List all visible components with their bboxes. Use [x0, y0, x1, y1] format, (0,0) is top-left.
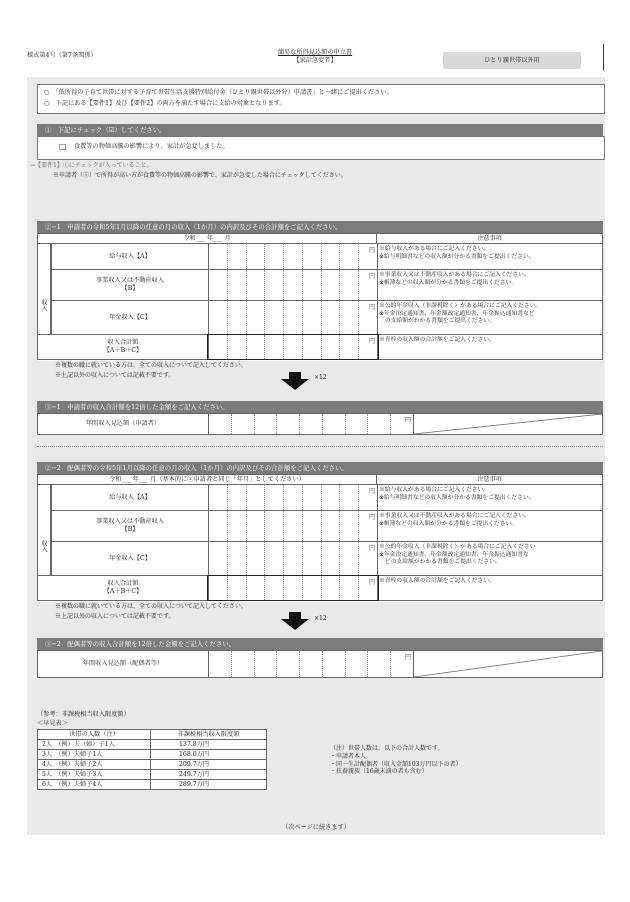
income-row — [51, 511, 603, 542]
income-total-input[interactable] — [208, 576, 378, 600]
reference-note-item-1: ・申請者本人 — [330, 752, 367, 760]
reference-title: （参考：非課税相当収入限度額） — [37, 711, 130, 718]
income-row-label: 年金収入【C】 — [109, 313, 151, 321]
household-size-cell: 5人 （例）夫婦子3人 — [38, 770, 151, 780]
reference-table — [37, 729, 267, 790]
form-type-tag: ひとり親世帯以外用 — [443, 52, 581, 69]
income-amount-input[interactable] — [208, 542, 378, 575]
section2a-title: ②−1 申請者の令和5年1月以降の任意の月の収入（1か月）の内訳及びその合計額をご記入ください。 — [37, 221, 603, 233]
income-amount-input[interactable] — [208, 270, 378, 300]
section2b-foot2: ※上記以外の収入については記載不要です。 — [55, 613, 175, 620]
yen-unit: 円 — [368, 545, 375, 552]
income-total-label: 収入合計額 【A＋B＋C】 — [103, 580, 143, 595]
reference-row — [38, 770, 267, 780]
section3b-label: 年間収入見込額（配偶者等） — [82, 660, 164, 667]
check-text: 食費等の物価高騰の影響により、家計が急変しました。 — [74, 143, 229, 150]
income-limit-cell: 289.7万円 — [151, 780, 267, 790]
form-title — [230, 49, 400, 65]
income-side-label-2: 収入 — [37, 485, 51, 576]
section3b-row — [37, 650, 603, 678]
reference-row — [38, 750, 267, 760]
form-title-line2: 【家計急変者】 — [293, 56, 337, 64]
down-arrow-stem-2 — [289, 612, 301, 619]
reference-note-item-3: ・扶養親族（16歳未満の者も含む） — [330, 768, 428, 776]
section2b-foot1: ※複数の職に就いている方は、全ての収入について記入してください。 — [55, 603, 247, 610]
section3b-diagonal — [414, 651, 602, 677]
yen-unit: 円 — [368, 488, 375, 495]
section-divider — [37, 446, 603, 447]
income-amount-input[interactable] — [208, 244, 378, 269]
income-row-note: ※青枠の収入額の合計額をご記入ください。 — [379, 578, 495, 584]
income-row-label: 給与収入【A】 — [109, 252, 151, 260]
section2a-foot1: ※複数の職に就いている方は、全ての収入について記入してください。 — [55, 362, 247, 369]
yen-unit: 円 — [368, 579, 375, 586]
income-row-label: 年金収入【C】 — [109, 554, 151, 562]
yen-unit: 円 — [404, 417, 411, 424]
section3a-diagonal — [414, 414, 602, 434]
income-limit-cell: 137.8万円 — [151, 740, 267, 750]
income-row-note: ※事業収入又は不動産収入がある場合にご記入ください。 ※帳簿などの収入額が分かる書類をご提出ください。 — [379, 513, 530, 527]
income-row — [51, 244, 603, 270]
income-row — [51, 542, 603, 576]
section2a-foot2: ※上記以外の収入については記載不要です。 — [55, 372, 175, 379]
section2a-times12: ×12 — [314, 374, 327, 381]
reference-note-item-2: ・同一生計配偶者（収入金額103万円以下の者） — [330, 760, 462, 768]
checkbox-price-increase[interactable]: □ — [59, 142, 67, 151]
section1-check-row — [37, 136, 605, 160]
household-size-cell: 6人 （例）夫婦子4人 — [38, 780, 151, 790]
down-arrow-stem-1 — [289, 372, 301, 379]
right-edge-line — [603, 44, 604, 70]
reference-subtitle: ＜早見表＞ — [37, 720, 68, 727]
household-size-cell: 4人 （例）夫婦子2人 — [38, 760, 151, 770]
section3a-title: ③−1 申請者の収入合計額を12倍した金額をご記入ください。 — [37, 401, 603, 413]
income-total-row — [37, 335, 603, 360]
income-row-note: ※給与収入がある場合にご記入ください。 ※給与明細書などの収入額が分かる書類をご提出ください。 — [379, 246, 535, 260]
income-row-note: ※給与収入がある場合にご記入ください。 ※給与明細書などの収入額が分かる書類をご提出ください。 — [379, 487, 535, 501]
reference-row — [38, 740, 267, 750]
income-limit-cell: 249.7万円 — [151, 770, 267, 780]
section1-title: ① 下記にチェック（☑）してください。 — [37, 124, 603, 136]
month-header-2: 令和___ 年___ 月（基本的に②申請者と同じ「年月」としてください） — [37, 474, 377, 485]
form-panel — [27, 77, 605, 835]
section1-note2: ※申請者（⑤）で所得が高い方が食費等の物価高騰の影響で、家計が急変した場合にチェックしてください。 — [53, 172, 347, 179]
section1-note1: →【要件1】①にチェックが入っていること。 — [30, 162, 153, 169]
section3a-row — [37, 413, 603, 435]
income-side-label: 収入 — [37, 244, 51, 335]
income-row-note: ※青枠の収入額の合計額をご記入ください。 — [379, 337, 495, 343]
income-row — [51, 270, 603, 301]
household-size-cell: 3人 （例）夫婦子1人 — [38, 750, 151, 760]
income-amount-input[interactable] — [208, 485, 378, 510]
annual-income-applicant-input[interactable] — [208, 413, 414, 435]
month-header: 令和___ 年___ 月 — [37, 233, 377, 244]
section2b-title: ②−2 配偶者等の令和5年1月以降の任意の月の収入（1か月）の内訳及びその合計額をご記入ください。 — [37, 462, 603, 474]
income-row-label: 事業収入又は不動産収入 【B】 — [95, 277, 165, 292]
section3a-label: 年間収入見込額（申請者） — [85, 420, 161, 427]
intro-line2: ○ 下記にある【要件1】及び【要件2】の両方を満たす場合に支給の対象となります。 — [44, 100, 286, 107]
yen-unit: 円 — [368, 273, 375, 280]
down-arrow-icon-2 — [281, 619, 309, 630]
continued-footer: （次ページに続きます） — [282, 824, 350, 831]
reference-row — [38, 780, 267, 790]
notes-header-2: 注意事項 — [377, 474, 603, 485]
income-total-input[interactable] — [208, 335, 378, 359]
income-limit-cell: 168.0万円 — [151, 750, 267, 760]
income-amount-input[interactable] — [208, 301, 378, 334]
reference-row — [38, 760, 267, 770]
section2b-times12: ×12 — [314, 615, 327, 622]
intro-line1: ○ 「低所得の子育て世帯に対する子育て世帯生活支援特別給付金（ひとり親世帯以外分）申請書」と一緒にご提出ください。 — [44, 89, 393, 96]
reference-header-row — [38, 730, 267, 740]
income-row — [51, 485, 603, 511]
income-row-note: ※公的年金収入（非課税除く）がある場合にご記入ください ※年金決定通知書、年金額改定通知書、年金振込通知書な どの支給額がわかる書類をご提出ください。 — [379, 544, 536, 566]
household-size-cell: 2人 （例）夫（婦）子1人 — [38, 740, 151, 750]
yen-unit: 円 — [368, 304, 375, 311]
form-title-line1: 簡易な所得見込額の申立書 — [277, 49, 353, 56]
income-row-label: 事業収入又は不動産収入 【B】 — [95, 518, 165, 533]
reference-col1-header: 世帯の人数（注） — [38, 730, 151, 740]
form-number: 様式第4号（第7条関係） — [27, 52, 97, 59]
income-amount-input[interactable] — [208, 511, 378, 541]
yen-unit: 円 — [368, 247, 375, 254]
reference-note-title: （注）世帯人数は、以下の合計人数です。 — [330, 745, 444, 752]
reference-col2-header: 非課税相当収入限度額 — [151, 730, 267, 740]
income-total-label: 収入合計額 【A＋B＋C】 — [103, 339, 143, 354]
income-row-note: ※事業収入又は不動産収入がある場合にご記入ください。 ※帳簿などの収入額が分かる書類をご提出ください。 — [379, 272, 530, 286]
yen-unit: 円 — [368, 514, 375, 521]
yen-unit: 円 — [368, 338, 375, 345]
income-row — [51, 301, 603, 335]
reference-note — [330, 745, 461, 776]
notes-header: 注意事項 — [377, 233, 603, 244]
income-row-note: ※公的年金収入（非課税除く）がある場合にご記入ください。 ※年金決定通知書、年金額改定通知書、年金振込通知書など の支給額がわかる書類をご提出ください。 — [379, 303, 542, 325]
section3b-title: ③−2 配偶者等の収入合計額を12倍した金額をご記入ください。 — [37, 638, 603, 650]
income-row-label: 給与収入【A】 — [109, 493, 151, 501]
yen-unit: 円 — [404, 654, 411, 661]
intro-box — [37, 84, 605, 114]
income-limit-cell: 209.7万円 — [151, 760, 267, 770]
down-arrow-icon-1 — [281, 379, 309, 390]
income-total-row — [37, 576, 603, 601]
annual-income-spouse-input[interactable] — [208, 650, 414, 678]
